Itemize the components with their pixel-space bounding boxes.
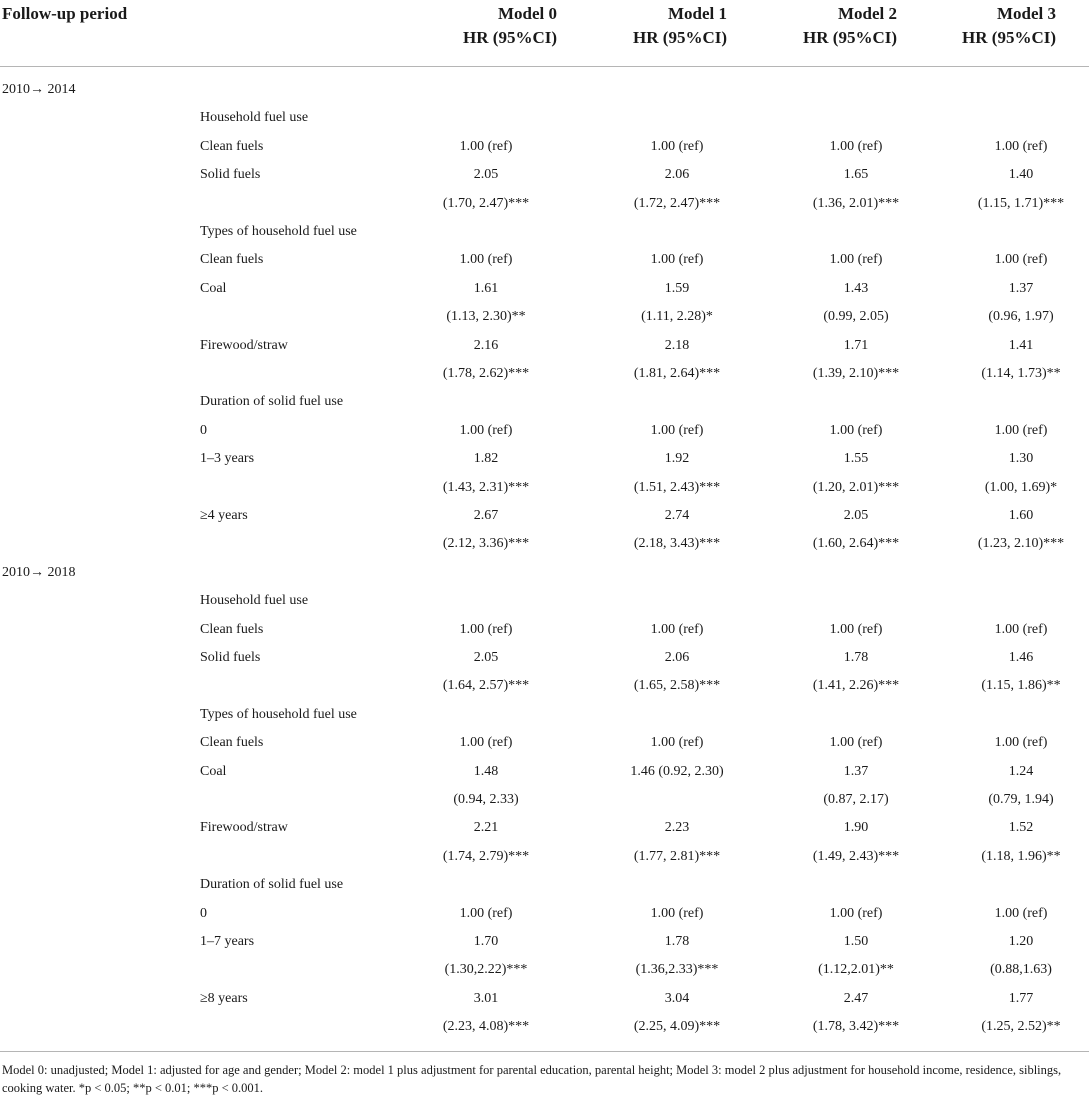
model-0-cell: (1.13, 2.30)**: [446, 309, 526, 325]
row-label: 1–7 years: [200, 934, 255, 949]
model-0-cell: 2.05: [473, 167, 499, 183]
model-1-column-header: [633, 2, 727, 50]
model-1-cell: (1.72, 2.47)***: [633, 195, 721, 211]
model-3-cell: 1.60: [1008, 508, 1034, 523]
model-2-cell: (1.20, 2.01)***: [812, 479, 900, 495]
model-1-cell: 2.23: [664, 820, 690, 836]
period-row: [0, 559, 1089, 587]
model-2-cell: 1.00 (ref): [829, 252, 883, 268]
header-rule: [0, 66, 1089, 67]
model-2-cell: 2.47: [843, 990, 869, 1006]
model-3-cell: 1.00 (ref): [994, 252, 1048, 268]
model-0-cell: (2.23, 4.08)***: [442, 1019, 530, 1035]
model-name: Model 0: [497, 4, 557, 23]
period-column-header: Follow-up period: [2, 4, 128, 23]
model-0-cell: (1.78, 2.62)***: [442, 366, 530, 381]
ci-row: [0, 360, 1089, 388]
model-3-cell: (1.14, 1.73)**: [981, 366, 1061, 381]
table-row: [0, 729, 1089, 757]
model-2-cell: 1.50: [843, 934, 869, 949]
model-2-cell: 1.00 (ref): [829, 138, 883, 154]
model-1-cell: 3.04: [664, 990, 690, 1006]
group-row: [0, 218, 1089, 246]
model-3-cell: 1.24: [1008, 763, 1034, 779]
row-label: ≥8 years: [200, 990, 248, 1006]
table-row: [0, 814, 1089, 842]
model-3-cell: 1.30: [1008, 451, 1034, 467]
ci-row: [0, 672, 1089, 700]
model-1-cell: (1.36,2.33)***: [635, 962, 719, 978]
ci-row: [0, 303, 1089, 331]
model-0-cell: (1.64, 2.57)***: [442, 678, 530, 694]
group-label: Duration of solid fuel use: [200, 877, 344, 893]
model-0-cell: 1.82: [473, 451, 499, 467]
row-label: Solid fuels: [200, 167, 261, 183]
model-3-cell: (1.18, 1.96)**: [981, 848, 1061, 864]
group-row: [0, 587, 1089, 615]
model-3-cell: 1.00 (ref): [994, 138, 1048, 154]
model-3-cell: 1.00 (ref): [994, 422, 1048, 438]
model-1-cell: (1.11, 2.28)*: [641, 309, 713, 325]
model-0-cell: 1.48: [473, 763, 499, 779]
model-0-cell: (0.94, 2.33): [453, 792, 519, 807]
model-3-cell: (1.25, 2.52)**: [981, 1019, 1061, 1035]
table-row: [0, 133, 1089, 161]
model-3-cell: 1.40: [1008, 167, 1034, 183]
model-0-cell: 1.70: [473, 934, 499, 949]
group-label: Duration of solid fuel use: [200, 394, 344, 410]
table-row: [0, 275, 1089, 303]
row-label: Solid fuels: [200, 650, 261, 665]
row-label: Clean fuels: [200, 138, 264, 154]
model-3-cell: 1.20: [1008, 934, 1034, 949]
model-0-cell: 1.00 (ref): [459, 252, 513, 268]
model-2-cell: 1.00 (ref): [829, 735, 883, 751]
table-row: [0, 616, 1089, 644]
model-subheader: HR (95%CI): [803, 28, 897, 47]
model-1-cell: (1.51, 2.43)***: [633, 479, 721, 495]
model-1-cell: 1.00 (ref): [650, 621, 704, 637]
model-3-cell: (0.88,1.63): [990, 962, 1052, 978]
model-1-cell: 1.00 (ref): [650, 422, 704, 438]
model-2-cell: (1.39, 2.10)***: [812, 366, 900, 381]
model-0-cell: 1.00 (ref): [459, 138, 513, 154]
model-1-cell: (1.81, 2.64)***: [633, 366, 721, 381]
row-label: Coal: [200, 280, 227, 296]
model-0-column-header: [463, 2, 557, 50]
model-1-cell: 2.74: [664, 508, 690, 523]
table-row: [0, 928, 1089, 956]
ci-row: [0, 190, 1089, 218]
model-1-cell: 1.59: [664, 280, 690, 296]
model-1-cell: 1.78: [664, 934, 690, 949]
model-1-cell: 1.00 (ref): [650, 138, 704, 154]
model-1-cell: 1.00 (ref): [650, 905, 704, 921]
model-2-cell: (1.49, 2.43)***: [812, 848, 900, 864]
model-2-cell: 1.00 (ref): [829, 422, 883, 438]
ci-row: [0, 956, 1089, 984]
table-row: [0, 758, 1089, 786]
group-label: Household fuel use: [200, 110, 309, 126]
table-row: [0, 161, 1089, 189]
model-2-cell: 1.90: [843, 820, 869, 836]
model-2-cell: 1.00 (ref): [829, 905, 883, 921]
group-row: [0, 104, 1089, 132]
model-3-cell: 1.41: [1008, 337, 1034, 353]
row-label: ≥4 years: [200, 508, 248, 523]
model-1-cell: 1.00 (ref): [650, 252, 704, 268]
model-name: Model 1: [667, 4, 727, 23]
model-3-cell: (0.96, 1.97): [988, 309, 1054, 325]
model-0-cell: 3.01: [473, 990, 499, 1006]
model-1-cell: 2.18: [664, 337, 690, 353]
model-0-cell: 2.05: [473, 650, 499, 665]
model-2-column-header: [803, 2, 897, 50]
model-name: Model 2: [837, 4, 897, 23]
row-label: 0: [200, 422, 207, 438]
model-name: Model 3: [996, 4, 1056, 23]
period-label: 2010→ 2014: [2, 82, 76, 97]
model-0-cell: (2.12, 3.36)***: [442, 536, 530, 552]
table-row: [0, 900, 1089, 928]
model-2-cell: 1.65: [843, 167, 869, 183]
model-3-column-header: [962, 2, 1056, 50]
row-label: Coal: [200, 763, 227, 779]
model-1-cell: (1.77, 2.81)***: [633, 848, 721, 864]
model-2-cell: (1.60, 2.64)***: [812, 536, 900, 552]
model-3-cell: 1.52: [1008, 820, 1034, 836]
row-label: Clean fuels: [200, 252, 264, 268]
bottom-rule: [0, 1051, 1089, 1052]
model-0-cell: (1.43, 2.31)***: [442, 479, 530, 495]
model-3-cell: 1.00 (ref): [994, 621, 1048, 637]
model-subheader: HR (95%CI): [962, 28, 1056, 47]
model-3-cell: (1.15, 1.71)***: [977, 195, 1065, 211]
table-footnote: Model 0: unadjusted; Model 1: adjusted for age and gender; Model 2: model 1 plus adjustment for parental education, parental height; Model 3: model 2 plus adjustment for household income, residence, siblings, cooking water. *p < 0.05; **p < 0.01; ***p < 0.001.: [2, 1063, 1062, 1095]
row-label: 1–3 years: [200, 451, 255, 467]
model-0-cell: 2.67: [473, 508, 499, 523]
ci-row: [0, 786, 1089, 814]
model-2-cell: 1.43: [843, 280, 869, 296]
model-0-cell: 1.00 (ref): [459, 905, 513, 921]
model-3-cell: 1.46: [1008, 650, 1034, 665]
group-row: [0, 388, 1089, 416]
model-3-cell: (1.00, 1.69)*: [984, 479, 1058, 495]
model-0-cell: 1.61: [473, 280, 499, 296]
model-1-cell: 1.92: [664, 451, 690, 467]
model-2-cell: (1.78, 3.42)***: [812, 1019, 900, 1035]
model-subheader: HR (95%CI): [463, 28, 557, 47]
model-3-cell: 1.77: [1008, 990, 1034, 1006]
model-0-cell: 2.16: [473, 337, 499, 353]
row-label: Clean fuels: [200, 621, 264, 637]
row-label: 0: [200, 905, 207, 921]
model-1-cell: (1.65, 2.58)***: [633, 678, 721, 694]
model-2-cell: (0.99, 2.05): [823, 309, 889, 325]
table-row: [0, 332, 1089, 360]
model-3-cell: (1.15, 1.86)**: [981, 678, 1061, 694]
table-row: [0, 246, 1089, 274]
ci-row: [0, 530, 1089, 558]
model-2-cell: 1.71: [843, 337, 869, 353]
model-2-cell: (1.12,2.01)**: [818, 962, 894, 978]
model-2-cell: (1.41, 2.26)***: [812, 678, 900, 694]
model-1-cell: (2.18, 3.43)***: [633, 536, 721, 552]
group-row: [0, 701, 1089, 729]
model-0-cell: 1.00 (ref): [459, 621, 513, 637]
model-0-cell: (1.70, 2.47)***: [442, 195, 530, 211]
model-3-cell: (1.23, 2.10)***: [977, 536, 1065, 552]
table-row: [0, 445, 1089, 473]
model-3-cell: 1.00 (ref): [994, 905, 1048, 921]
model-0-cell: 2.21: [473, 820, 499, 836]
table-row: [0, 644, 1089, 672]
model-1-cell: 2.06: [664, 167, 690, 183]
model-2-cell: 1.37: [843, 763, 869, 779]
period-row: [0, 76, 1089, 104]
model-2-cell: (0.87, 2.17): [823, 792, 889, 807]
period-label: 2010→ 2018: [2, 564, 76, 580]
table-row: [0, 985, 1089, 1013]
model-3-cell: 1.37: [1008, 280, 1034, 296]
ci-row: [0, 843, 1089, 871]
model-2-cell: 1.78: [843, 650, 869, 665]
row-label: Firewood/straw: [200, 337, 288, 353]
model-3-cell: 1.00 (ref): [994, 735, 1048, 751]
ci-row: [0, 1013, 1089, 1041]
model-1-cell: 1.46 (0.92, 2.30): [630, 763, 724, 779]
group-label: Types of household fuel use: [200, 706, 357, 722]
group-label: Types of household fuel use: [200, 224, 357, 239]
table-row: [0, 417, 1089, 445]
model-0-cell: 1.00 (ref): [459, 422, 513, 438]
model-1-cell: (2.25, 4.09)***: [633, 1019, 721, 1035]
model-subheader: HR (95%CI): [633, 28, 727, 47]
model-1-cell: 1.00 (ref): [650, 735, 704, 751]
group-row: [0, 871, 1089, 899]
model-2-cell: 1.00 (ref): [829, 621, 883, 637]
table-row: [0, 502, 1089, 530]
model-0-cell: 1.00 (ref): [459, 735, 513, 751]
group-label: Household fuel use: [200, 593, 309, 609]
model-2-cell: (1.36, 2.01)***: [812, 195, 900, 211]
row-label: Firewood/straw: [200, 820, 288, 836]
row-label: Clean fuels: [200, 735, 264, 751]
model-2-cell: 2.05: [843, 508, 869, 523]
ci-row: [0, 474, 1089, 502]
table-header: [0, 0, 1089, 66]
model-2-cell: 1.55: [843, 451, 869, 467]
model-0-cell: (1.30,2.22)***: [444, 962, 528, 978]
model-1-cell: 2.06: [664, 650, 690, 665]
model-0-cell: (1.74, 2.79)***: [442, 848, 530, 864]
model-3-cell: (0.79, 1.94): [988, 792, 1054, 807]
